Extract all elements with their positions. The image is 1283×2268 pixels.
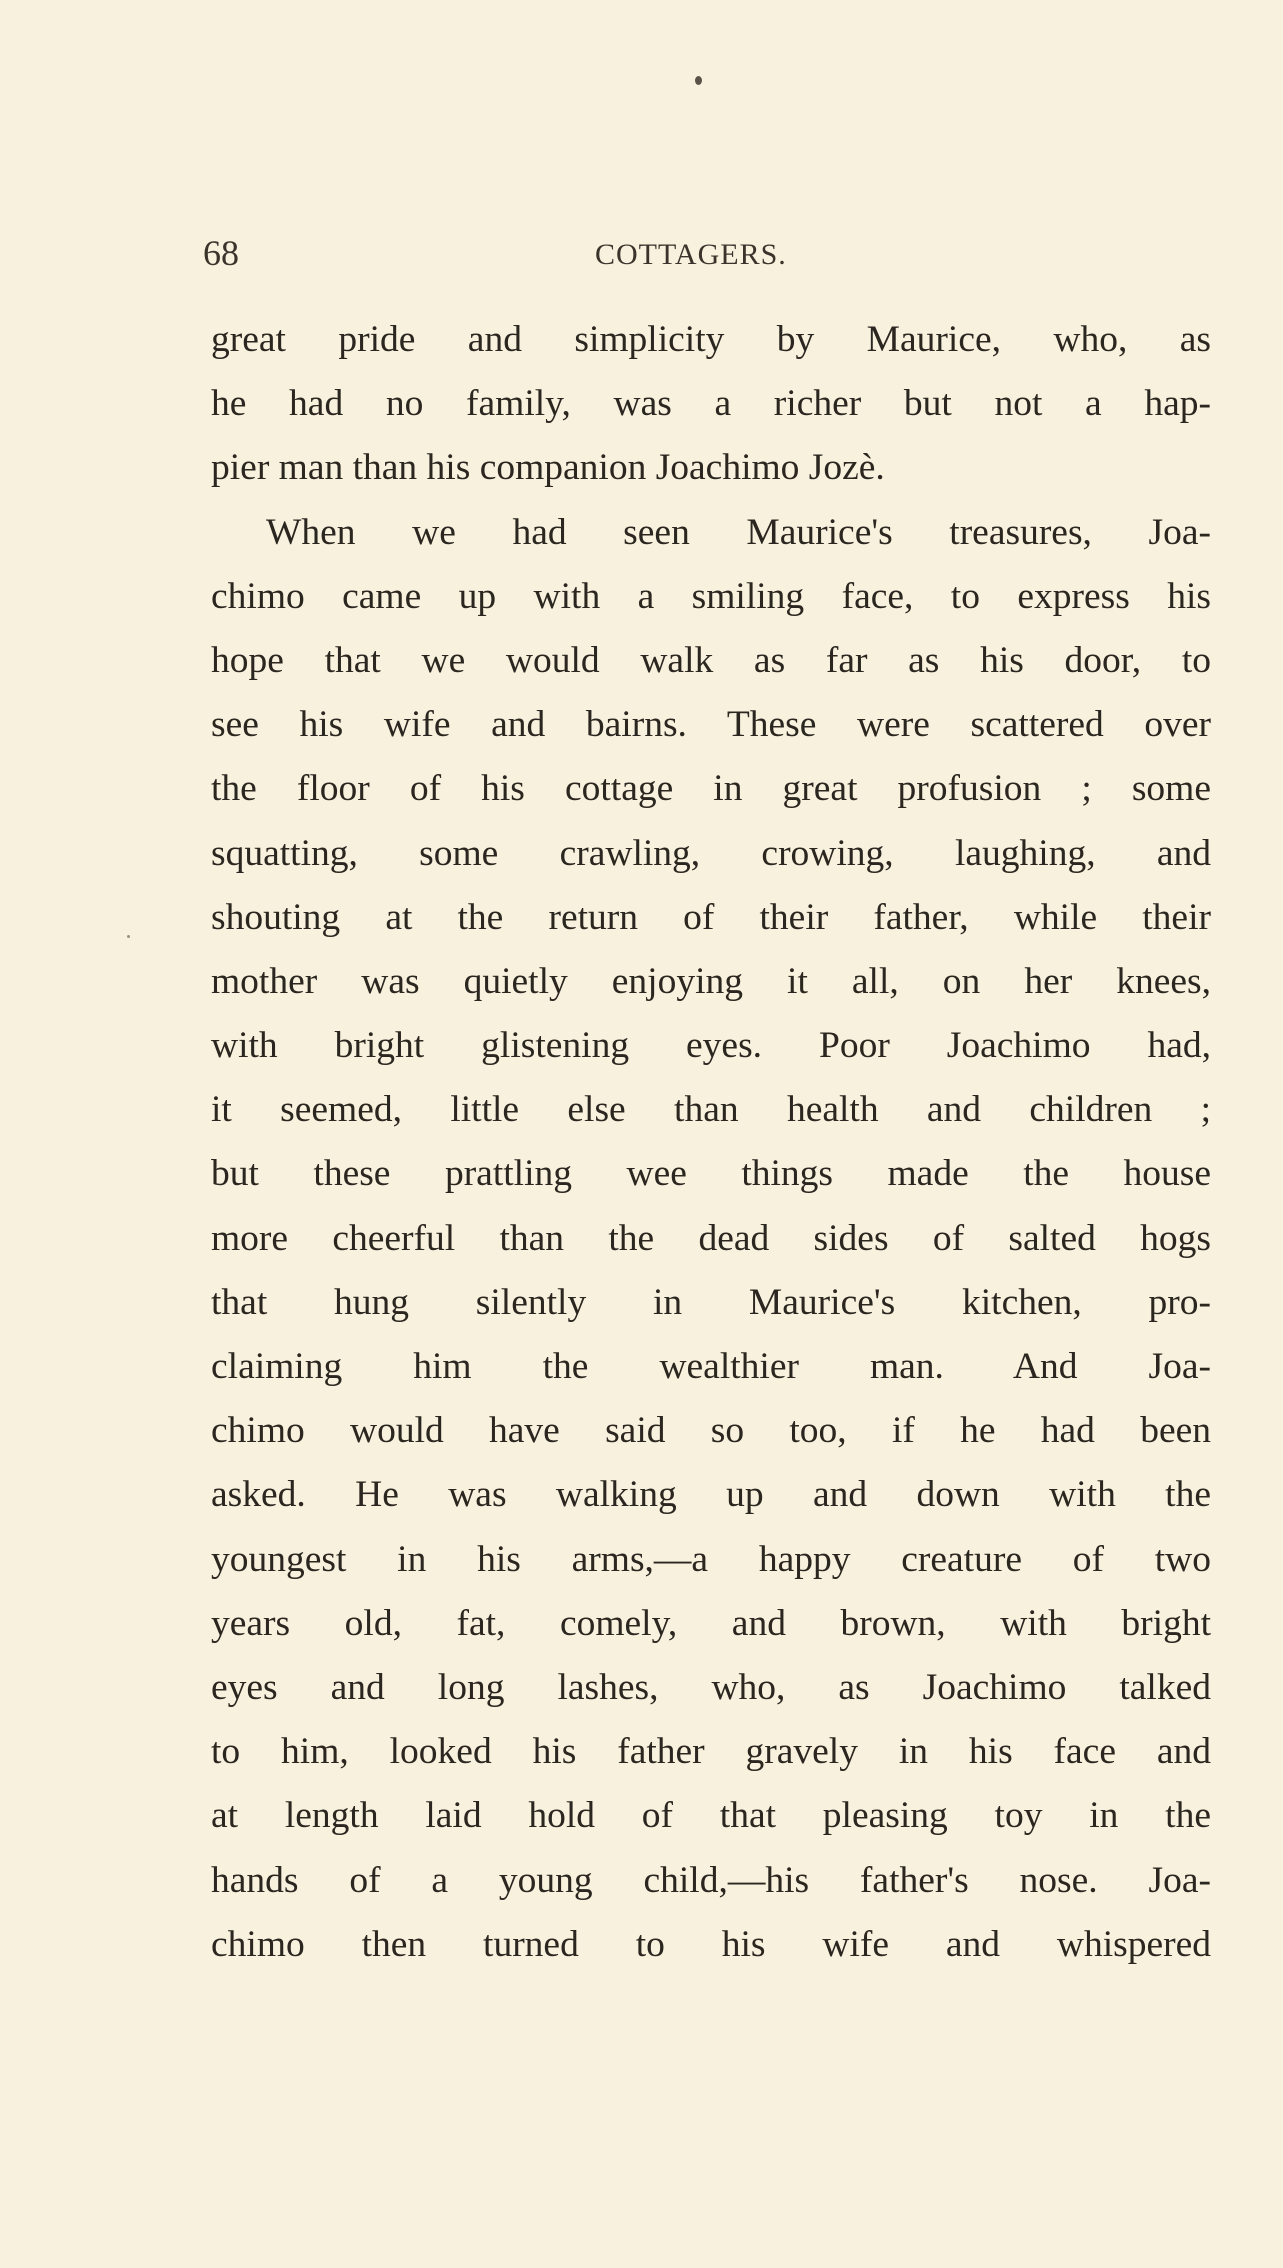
margin-speck (127, 935, 130, 938)
text-line: that hung silently in Maurice's kitchen, pro- (211, 1281, 1211, 1323)
text-line: When we had seen Maurice's treasures, Joa- (266, 511, 1211, 553)
text-line: chimo then turned to his wife and whispered (211, 1923, 1211, 1965)
text-line: asked. He was walking up and down with the (211, 1474, 1211, 1516)
page-blemish-dot (695, 76, 702, 85)
text-line: to him, looked his father gravely in his face and (211, 1731, 1211, 1773)
text-line: it seemed, little else than health and children ; (211, 1089, 1211, 1131)
page-number: 68 (203, 233, 239, 273)
text-line: mother was quietly enjoying it all, on her knees, (211, 960, 1211, 1002)
text-line: with bright glistening eyes. Poor Joachimo had, (211, 1025, 1211, 1067)
body-text (211, 308, 1211, 1977)
text-line: eyes and long lashes, who, as Joachimo talked (211, 1666, 1211, 1708)
text-line: at length laid hold of that pleasing toy in the (211, 1795, 1211, 1837)
text-line: the floor of his cottage in great profusion ; some (211, 768, 1211, 810)
text-line: hope that we would walk as far as his door, to (211, 639, 1211, 681)
text-line: chimo would have said so too, if he had been (211, 1410, 1211, 1452)
running-head: COTTAGERS. (595, 238, 787, 271)
text-line: hands of a young child,—his father's nose. Joa- (211, 1859, 1211, 1901)
text-line: shouting at the return of their father, while their (211, 896, 1211, 938)
text-line: see his wife and bairns. These were scattered over (211, 704, 1211, 746)
text-line: pier man than his companion Joachimo Jozè. (211, 447, 885, 489)
text-line: he had no family, was a richer but not a hap- (211, 383, 1211, 425)
text-line: squatting, some crawling, crowing, laughing, and (211, 832, 1211, 874)
text-line: youngest in his arms,—a happy creature of two (211, 1538, 1211, 1580)
text-line: claiming him the wealthier man. And Joa- (211, 1346, 1211, 1387)
text-line: but these prattling wee things made the house (211, 1153, 1211, 1195)
text-line: chimo came up with a smiling face, to express his (211, 575, 1211, 617)
page-header (0, 232, 1283, 276)
text-line: years old, fat, comely, and brown, with bright (211, 1602, 1211, 1644)
text-line: great pride and simplicity by Maurice, who, as (211, 319, 1211, 360)
text-line: more cheerful than the dead sides of salted hogs (211, 1217, 1211, 1259)
